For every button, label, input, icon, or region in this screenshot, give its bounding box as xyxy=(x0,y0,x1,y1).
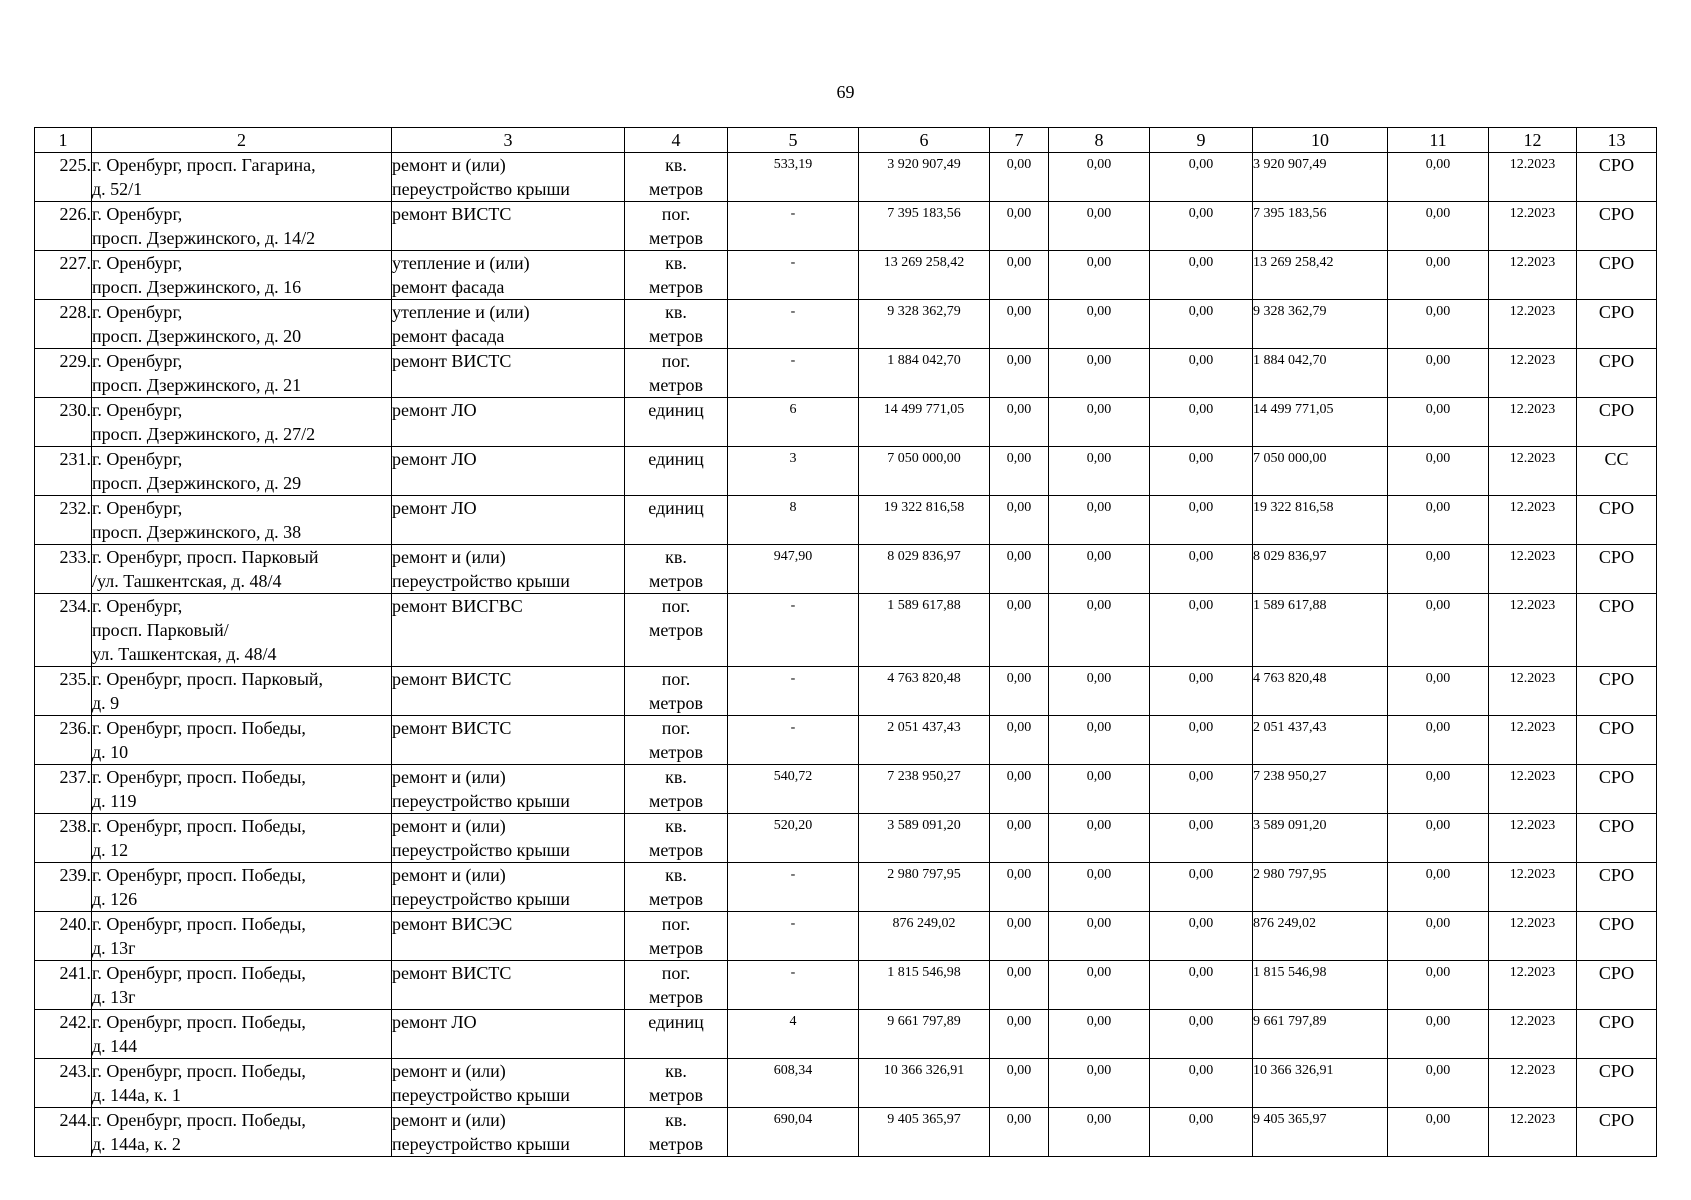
cost-col9-cell: 0,00 xyxy=(1150,716,1253,765)
total-cost-cell: 1 589 617,88 xyxy=(859,594,990,667)
funding-source-cell: СРО xyxy=(1577,716,1657,765)
column-header: 4 xyxy=(625,128,728,153)
total-cost-cell: 7 050 000,00 xyxy=(859,447,990,496)
work-type-cell: ремонт ВИСТС xyxy=(392,961,625,1010)
cost-col9-cell: 0,00 xyxy=(1150,202,1253,251)
work-type-cell: ремонт и (или) переустройство крыши xyxy=(392,765,625,814)
work-type-cell: ремонт ЛО xyxy=(392,447,625,496)
cost-col11-cell: 0,00 xyxy=(1388,594,1489,667)
column-number-row xyxy=(35,128,1657,153)
table-row xyxy=(35,765,1657,814)
cost-col8-cell: 0,00 xyxy=(1049,1108,1150,1157)
column-header: 2 xyxy=(92,128,392,153)
cost-col10-cell: 9 661 797,89 xyxy=(1253,1010,1388,1059)
quantity-cell: - xyxy=(728,594,859,667)
address-cell: г. Оренбург, просп. Дзержинского, д. 14/2 xyxy=(92,202,392,251)
funding-source-cell: СРО xyxy=(1577,251,1657,300)
cost-col9-cell: 0,00 xyxy=(1150,153,1253,202)
address-cell: г. Оренбург, просп. Победы, д. 13г xyxy=(92,961,392,1010)
total-cost-cell: 4 763 820,48 xyxy=(859,667,990,716)
cost-col11-cell: 0,00 xyxy=(1388,496,1489,545)
cost-col8-cell: 0,00 xyxy=(1049,1059,1150,1108)
funding-source-cell: СРО xyxy=(1577,1108,1657,1157)
quantity-cell: 690,04 xyxy=(728,1108,859,1157)
cost-col11-cell: 0,00 xyxy=(1388,765,1489,814)
table-row xyxy=(35,1108,1657,1157)
cost-col8-cell: 0,00 xyxy=(1049,594,1150,667)
deadline-cell: 12.2023 xyxy=(1489,1059,1577,1108)
work-type-cell: ремонт ВИСТС xyxy=(392,667,625,716)
row-number: 242. xyxy=(35,1010,92,1059)
cost-col8-cell: 0,00 xyxy=(1049,251,1150,300)
funding-source-cell: СРО xyxy=(1577,863,1657,912)
work-type-cell: ремонт ВИСЭС xyxy=(392,912,625,961)
row-number: 238. xyxy=(35,814,92,863)
quantity-cell: - xyxy=(728,912,859,961)
total-cost-cell: 876 249,02 xyxy=(859,912,990,961)
cost-col9-cell: 0,00 xyxy=(1150,961,1253,1010)
unit-cell: кв. метров xyxy=(625,1059,728,1108)
deadline-cell: 12.2023 xyxy=(1489,765,1577,814)
cost-col7-cell: 0,00 xyxy=(990,716,1049,765)
deadline-cell: 12.2023 xyxy=(1489,814,1577,863)
cost-col9-cell: 0,00 xyxy=(1150,667,1253,716)
table-row xyxy=(35,202,1657,251)
deadline-cell: 12.2023 xyxy=(1489,716,1577,765)
cost-col11-cell: 0,00 xyxy=(1388,545,1489,594)
column-header: 13 xyxy=(1577,128,1657,153)
cost-col9-cell: 0,00 xyxy=(1150,814,1253,863)
cost-col9-cell: 0,00 xyxy=(1150,300,1253,349)
cost-col10-cell: 19 322 816,58 xyxy=(1253,496,1388,545)
work-type-cell: ремонт ЛО xyxy=(392,1010,625,1059)
quantity-cell: 4 xyxy=(728,1010,859,1059)
deadline-cell: 12.2023 xyxy=(1489,202,1577,251)
cost-col11-cell: 0,00 xyxy=(1388,716,1489,765)
table-body xyxy=(35,153,1657,1157)
unit-cell: единиц xyxy=(625,398,728,447)
unit-cell: пог. метров xyxy=(625,912,728,961)
total-cost-cell: 9 328 362,79 xyxy=(859,300,990,349)
unit-cell: кв. метров xyxy=(625,814,728,863)
cost-col10-cell: 10 366 326,91 xyxy=(1253,1059,1388,1108)
work-type-cell: ремонт и (или) переустройство крыши xyxy=(392,1108,625,1157)
address-cell: г. Оренбург, просп. Дзержинского, д. 16 xyxy=(92,251,392,300)
cost-col11-cell: 0,00 xyxy=(1388,961,1489,1010)
quantity-cell: - xyxy=(728,716,859,765)
cost-col7-cell: 0,00 xyxy=(990,912,1049,961)
work-type-cell: ремонт и (или) переустройство крыши xyxy=(392,1059,625,1108)
funding-source-cell: СРО xyxy=(1577,496,1657,545)
unit-cell: кв. метров xyxy=(625,1108,728,1157)
funding-source-cell: СРО xyxy=(1577,814,1657,863)
deadline-cell: 12.2023 xyxy=(1489,349,1577,398)
unit-cell: кв. метров xyxy=(625,251,728,300)
cost-col10-cell: 8 029 836,97 xyxy=(1253,545,1388,594)
table-row xyxy=(35,594,1657,667)
funding-source-cell: СРО xyxy=(1577,349,1657,398)
funding-source-cell: СРО xyxy=(1577,398,1657,447)
quantity-cell: - xyxy=(728,349,859,398)
cost-col7-cell: 0,00 xyxy=(990,594,1049,667)
cost-col9-cell: 0,00 xyxy=(1150,251,1253,300)
unit-cell: кв. метров xyxy=(625,863,728,912)
row-number: 232. xyxy=(35,496,92,545)
cost-col8-cell: 0,00 xyxy=(1049,398,1150,447)
quantity-cell: 533,19 xyxy=(728,153,859,202)
quantity-cell: - xyxy=(728,300,859,349)
cost-col7-cell: 0,00 xyxy=(990,545,1049,594)
cost-col10-cell: 7 238 950,27 xyxy=(1253,765,1388,814)
deadline-cell: 12.2023 xyxy=(1489,667,1577,716)
cost-col7-cell: 0,00 xyxy=(990,1108,1049,1157)
cost-col11-cell: 0,00 xyxy=(1388,447,1489,496)
cost-col10-cell: 876 249,02 xyxy=(1253,912,1388,961)
row-number: 225. xyxy=(35,153,92,202)
cost-col7-cell: 0,00 xyxy=(990,1059,1049,1108)
cost-col7-cell: 0,00 xyxy=(990,496,1049,545)
repair-plan-table xyxy=(34,127,1657,1157)
address-cell: г. Оренбург, просп. Победы, д. 12 xyxy=(92,814,392,863)
table-row xyxy=(35,961,1657,1010)
address-cell: г. Оренбург, просп. Победы, д. 126 xyxy=(92,863,392,912)
work-type-cell: ремонт ВИСГВС xyxy=(392,594,625,667)
cost-col8-cell: 0,00 xyxy=(1049,496,1150,545)
cost-col9-cell: 0,00 xyxy=(1150,398,1253,447)
funding-source-cell: СРО xyxy=(1577,300,1657,349)
cost-col7-cell: 0,00 xyxy=(990,1010,1049,1059)
cost-col10-cell: 1 884 042,70 xyxy=(1253,349,1388,398)
funding-source-cell: СРО xyxy=(1577,912,1657,961)
cost-col9-cell: 0,00 xyxy=(1150,447,1253,496)
address-cell: г. Оренбург, просп. Дзержинского, д. 29 xyxy=(92,447,392,496)
quantity-cell: - xyxy=(728,202,859,251)
column-header: 6 xyxy=(859,128,990,153)
total-cost-cell: 14 499 771,05 xyxy=(859,398,990,447)
cost-col11-cell: 0,00 xyxy=(1388,300,1489,349)
cost-col9-cell: 0,00 xyxy=(1150,545,1253,594)
table-row xyxy=(35,153,1657,202)
address-cell: г. Оренбург, просп. Дзержинского, д. 21 xyxy=(92,349,392,398)
cost-col11-cell: 0,00 xyxy=(1388,912,1489,961)
unit-cell: пог. метров xyxy=(625,667,728,716)
table-row xyxy=(35,300,1657,349)
table-row xyxy=(35,814,1657,863)
total-cost-cell: 10 366 326,91 xyxy=(859,1059,990,1108)
row-number: 239. xyxy=(35,863,92,912)
cost-col7-cell: 0,00 xyxy=(990,202,1049,251)
cost-col8-cell: 0,00 xyxy=(1049,863,1150,912)
cost-col10-cell: 3 920 907,49 xyxy=(1253,153,1388,202)
cost-col7-cell: 0,00 xyxy=(990,251,1049,300)
cost-col8-cell: 0,00 xyxy=(1049,545,1150,594)
column-header: 9 xyxy=(1150,128,1253,153)
work-type-cell: ремонт и (или) переустройство крыши xyxy=(392,863,625,912)
unit-cell: единиц xyxy=(625,496,728,545)
cost-col8-cell: 0,00 xyxy=(1049,716,1150,765)
unit-cell: пог. метров xyxy=(625,594,728,667)
row-number: 235. xyxy=(35,667,92,716)
deadline-cell: 12.2023 xyxy=(1489,912,1577,961)
cost-col8-cell: 0,00 xyxy=(1049,667,1150,716)
address-cell: г. Оренбург, просп. Дзержинского, д. 20 xyxy=(92,300,392,349)
total-cost-cell: 2 980 797,95 xyxy=(859,863,990,912)
quantity-cell: 8 xyxy=(728,496,859,545)
cost-col11-cell: 0,00 xyxy=(1388,202,1489,251)
cost-col11-cell: 0,00 xyxy=(1388,153,1489,202)
cost-col10-cell: 13 269 258,42 xyxy=(1253,251,1388,300)
cost-col8-cell: 0,00 xyxy=(1049,912,1150,961)
cost-col7-cell: 0,00 xyxy=(990,863,1049,912)
work-type-cell: ремонт ВИСТС xyxy=(392,716,625,765)
cost-col9-cell: 0,00 xyxy=(1150,1108,1253,1157)
cost-col8-cell: 0,00 xyxy=(1049,202,1150,251)
address-cell: г. Оренбург, просп. Победы, д. 144 xyxy=(92,1010,392,1059)
row-number: 243. xyxy=(35,1059,92,1108)
total-cost-cell: 8 029 836,97 xyxy=(859,545,990,594)
cost-col7-cell: 0,00 xyxy=(990,349,1049,398)
column-header: 8 xyxy=(1049,128,1150,153)
unit-cell: пог. метров xyxy=(625,716,728,765)
cost-col8-cell: 0,00 xyxy=(1049,961,1150,1010)
row-number: 237. xyxy=(35,765,92,814)
table-row xyxy=(35,496,1657,545)
address-cell: г. Оренбург, просп. Победы, д. 13г xyxy=(92,912,392,961)
cost-col9-cell: 0,00 xyxy=(1150,496,1253,545)
funding-source-cell: СРО xyxy=(1577,961,1657,1010)
row-number: 233. xyxy=(35,545,92,594)
work-type-cell: ремонт ЛО xyxy=(392,496,625,545)
funding-source-cell: СРО xyxy=(1577,202,1657,251)
cost-col7-cell: 0,00 xyxy=(990,447,1049,496)
deadline-cell: 12.2023 xyxy=(1489,153,1577,202)
cost-col10-cell: 1 815 546,98 xyxy=(1253,961,1388,1010)
column-header: 1 xyxy=(35,128,92,153)
column-header: 11 xyxy=(1388,128,1489,153)
quantity-cell: - xyxy=(728,961,859,1010)
cost-col10-cell: 9 328 362,79 xyxy=(1253,300,1388,349)
unit-cell: единиц xyxy=(625,447,728,496)
total-cost-cell: 7 238 950,27 xyxy=(859,765,990,814)
address-cell: г. Оренбург, просп. Дзержинского, д. 38 xyxy=(92,496,392,545)
unit-cell: кв. метров xyxy=(625,765,728,814)
quantity-cell: 6 xyxy=(728,398,859,447)
unit-cell: пог. метров xyxy=(625,961,728,1010)
deadline-cell: 12.2023 xyxy=(1489,1010,1577,1059)
cost-col8-cell: 0,00 xyxy=(1049,153,1150,202)
table-row xyxy=(35,716,1657,765)
table-row xyxy=(35,349,1657,398)
total-cost-cell: 7 395 183,56 xyxy=(859,202,990,251)
cost-col9-cell: 0,00 xyxy=(1150,912,1253,961)
unit-cell: кв. метров xyxy=(625,545,728,594)
column-header: 5 xyxy=(728,128,859,153)
deadline-cell: 12.2023 xyxy=(1489,863,1577,912)
total-cost-cell: 19 322 816,58 xyxy=(859,496,990,545)
cost-col8-cell: 0,00 xyxy=(1049,765,1150,814)
table-row xyxy=(35,912,1657,961)
table-row xyxy=(35,545,1657,594)
row-number: 241. xyxy=(35,961,92,1010)
cost-col8-cell: 0,00 xyxy=(1049,447,1150,496)
table-row xyxy=(35,1059,1657,1108)
cost-col10-cell: 4 763 820,48 xyxy=(1253,667,1388,716)
cost-col8-cell: 0,00 xyxy=(1049,814,1150,863)
total-cost-cell: 2 051 437,43 xyxy=(859,716,990,765)
cost-col10-cell: 7 050 000,00 xyxy=(1253,447,1388,496)
cost-col9-cell: 0,00 xyxy=(1150,765,1253,814)
total-cost-cell: 3 589 091,20 xyxy=(859,814,990,863)
cost-col11-cell: 0,00 xyxy=(1388,1059,1489,1108)
total-cost-cell: 3 920 907,49 xyxy=(859,153,990,202)
funding-source-cell: СРО xyxy=(1577,153,1657,202)
work-type-cell: утепление и (или) ремонт фасада xyxy=(392,300,625,349)
deadline-cell: 12.2023 xyxy=(1489,961,1577,1010)
work-type-cell: утепление и (или) ремонт фасада xyxy=(392,251,625,300)
deadline-cell: 12.2023 xyxy=(1489,398,1577,447)
table-row xyxy=(35,667,1657,716)
total-cost-cell: 9 661 797,89 xyxy=(859,1010,990,1059)
address-cell: г. Оренбург, просп. Победы, д. 10 xyxy=(92,716,392,765)
quantity-cell: 540,72 xyxy=(728,765,859,814)
cost-col7-cell: 0,00 xyxy=(990,398,1049,447)
deadline-cell: 12.2023 xyxy=(1489,594,1577,667)
cost-col8-cell: 0,00 xyxy=(1049,1010,1150,1059)
address-cell: г. Оренбург, просп. Дзержинского, д. 27/2 xyxy=(92,398,392,447)
cost-col11-cell: 0,00 xyxy=(1388,398,1489,447)
address-cell: г. Оренбург, просп. Парковый /ул. Ташкентская, д. 48/4 xyxy=(92,545,392,594)
deadline-cell: 12.2023 xyxy=(1489,545,1577,594)
work-type-cell: ремонт и (или) переустройство крыши xyxy=(392,814,625,863)
row-number: 226. xyxy=(35,202,92,251)
quantity-cell: 608,34 xyxy=(728,1059,859,1108)
column-header: 12 xyxy=(1489,128,1577,153)
cost-col10-cell: 1 589 617,88 xyxy=(1253,594,1388,667)
address-cell: г. Оренбург, просп. Парковый/ ул. Ташкентская, д. 48/4 xyxy=(92,594,392,667)
cost-col9-cell: 0,00 xyxy=(1150,1010,1253,1059)
cost-col10-cell: 7 395 183,56 xyxy=(1253,202,1388,251)
funding-source-cell: СРО xyxy=(1577,1059,1657,1108)
column-header: 3 xyxy=(392,128,625,153)
cost-col11-cell: 0,00 xyxy=(1388,863,1489,912)
table-row xyxy=(35,863,1657,912)
funding-source-cell: СРО xyxy=(1577,545,1657,594)
deadline-cell: 12.2023 xyxy=(1489,1108,1577,1157)
quantity-cell: - xyxy=(728,667,859,716)
cost-col11-cell: 0,00 xyxy=(1388,349,1489,398)
total-cost-cell: 1 815 546,98 xyxy=(859,961,990,1010)
total-cost-cell: 9 405 365,97 xyxy=(859,1108,990,1157)
work-type-cell: ремонт ВИСТС xyxy=(392,202,625,251)
funding-source-cell: СРО xyxy=(1577,765,1657,814)
work-type-cell: ремонт и (или) переустройство крыши xyxy=(392,153,625,202)
total-cost-cell: 13 269 258,42 xyxy=(859,251,990,300)
work-type-cell: ремонт и (или) переустройство крыши xyxy=(392,545,625,594)
quantity-cell: - xyxy=(728,863,859,912)
quantity-cell: 3 xyxy=(728,447,859,496)
unit-cell: единиц xyxy=(625,1010,728,1059)
cost-col7-cell: 0,00 xyxy=(990,765,1049,814)
row-number: 229. xyxy=(35,349,92,398)
page-number: 69 xyxy=(836,82,855,102)
row-number: 228. xyxy=(35,300,92,349)
cost-col7-cell: 0,00 xyxy=(990,667,1049,716)
table-row xyxy=(35,447,1657,496)
funding-source-cell: СС xyxy=(1577,447,1657,496)
cost-col9-cell: 0,00 xyxy=(1150,1059,1253,1108)
cost-col10-cell: 3 589 091,20 xyxy=(1253,814,1388,863)
quantity-cell: 947,90 xyxy=(728,545,859,594)
funding-source-cell: СРО xyxy=(1577,667,1657,716)
quantity-cell: 520,20 xyxy=(728,814,859,863)
cost-col8-cell: 0,00 xyxy=(1049,349,1150,398)
address-cell: г. Оренбург, просп. Победы, д. 144а, к. 2 xyxy=(92,1108,392,1157)
row-number: 244. xyxy=(35,1108,92,1157)
deadline-cell: 12.2023 xyxy=(1489,300,1577,349)
column-header: 7 xyxy=(990,128,1049,153)
address-cell: г. Оренбург, просп. Победы, д. 144а, к. 1 xyxy=(92,1059,392,1108)
total-cost-cell: 1 884 042,70 xyxy=(859,349,990,398)
unit-cell: кв. метров xyxy=(625,300,728,349)
cost-col11-cell: 0,00 xyxy=(1388,1010,1489,1059)
cost-col7-cell: 0,00 xyxy=(990,961,1049,1010)
column-header: 10 xyxy=(1253,128,1388,153)
cost-col10-cell: 9 405 365,97 xyxy=(1253,1108,1388,1157)
quantity-cell: - xyxy=(728,251,859,300)
row-number: 231. xyxy=(35,447,92,496)
unit-cell: пог. метров xyxy=(625,349,728,398)
funding-source-cell: СРО xyxy=(1577,1010,1657,1059)
table-row xyxy=(35,251,1657,300)
work-type-cell: ремонт ЛО xyxy=(392,398,625,447)
table-row xyxy=(35,1010,1657,1059)
cost-col9-cell: 0,00 xyxy=(1150,594,1253,667)
row-number: 227. xyxy=(35,251,92,300)
row-number: 236. xyxy=(35,716,92,765)
funding-source-cell: СРО xyxy=(1577,594,1657,667)
deadline-cell: 12.2023 xyxy=(1489,496,1577,545)
unit-cell: пог. метров xyxy=(625,202,728,251)
cost-col7-cell: 0,00 xyxy=(990,814,1049,863)
cost-col9-cell: 0,00 xyxy=(1150,349,1253,398)
row-number: 234. xyxy=(35,594,92,667)
cost-col7-cell: 0,00 xyxy=(990,153,1049,202)
cost-col11-cell: 0,00 xyxy=(1388,251,1489,300)
cost-col7-cell: 0,00 xyxy=(990,300,1049,349)
row-number: 230. xyxy=(35,398,92,447)
address-cell: г. Оренбург, просп. Гагарина, д. 52/1 xyxy=(92,153,392,202)
cost-col10-cell: 2 051 437,43 xyxy=(1253,716,1388,765)
cost-col8-cell: 0,00 xyxy=(1049,300,1150,349)
cost-col9-cell: 0,00 xyxy=(1150,863,1253,912)
deadline-cell: 12.2023 xyxy=(1489,251,1577,300)
cost-col11-cell: 0,00 xyxy=(1388,814,1489,863)
cost-col10-cell: 14 499 771,05 xyxy=(1253,398,1388,447)
row-number: 240. xyxy=(35,912,92,961)
unit-cell: кв. метров xyxy=(625,153,728,202)
cost-col11-cell: 0,00 xyxy=(1388,1108,1489,1157)
address-cell: г. Оренбург, просп. Победы, д. 119 xyxy=(92,765,392,814)
address-cell: г. Оренбург, просп. Парковый, д. 9 xyxy=(92,667,392,716)
table-row xyxy=(35,398,1657,447)
cost-col10-cell: 2 980 797,95 xyxy=(1253,863,1388,912)
cost-col11-cell: 0,00 xyxy=(1388,667,1489,716)
deadline-cell: 12.2023 xyxy=(1489,447,1577,496)
work-type-cell: ремонт ВИСТС xyxy=(392,349,625,398)
